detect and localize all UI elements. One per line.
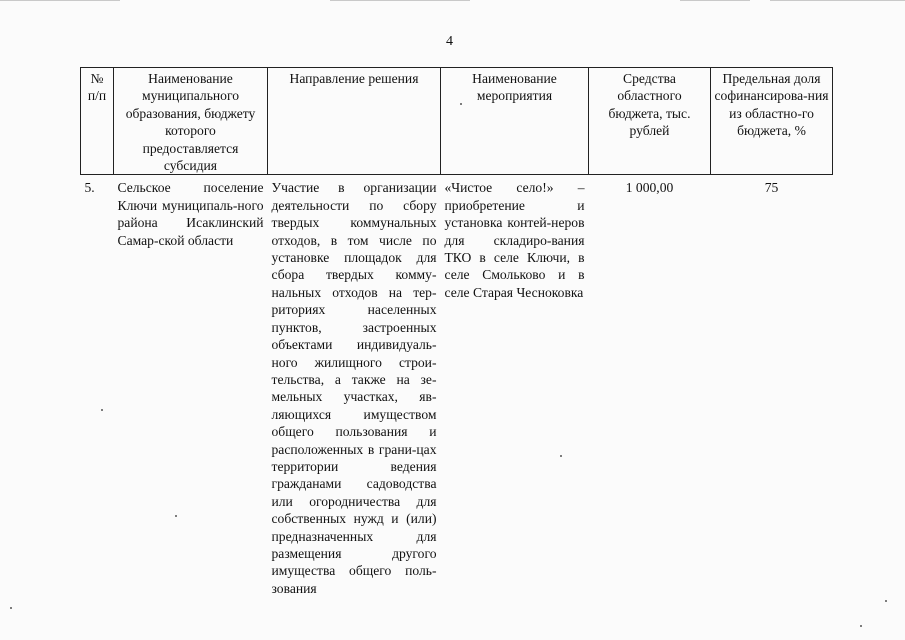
header-funds: Средства областного бюджета, тыс. рублей xyxy=(589,68,711,175)
header-number: № п/п xyxy=(81,68,114,175)
scan-speck xyxy=(860,625,862,627)
row-municipality: Сельское поселение Ключи муниципаль-ного района Исаклинский Самар-ской области xyxy=(117,180,264,248)
scan-speck xyxy=(101,409,103,411)
row-number: 5. xyxy=(84,180,95,196)
header-municipality: Наименование муниципального образования, бюджету которого предоставляется субсидия xyxy=(114,68,268,175)
table-row xyxy=(81,175,833,597)
scan-speck xyxy=(460,103,462,105)
page-number: 4 xyxy=(446,34,453,49)
scan-edge-left xyxy=(0,0,120,1)
scan-edge-center xyxy=(330,0,470,1)
scan-speck xyxy=(560,455,562,457)
scan-speck xyxy=(10,607,12,609)
row-funds: 1 000,00 xyxy=(625,180,674,196)
header-direction: Направление решения xyxy=(268,68,441,175)
scan-edge-far-right xyxy=(770,0,905,1)
header-event: Наименование мероприятия xyxy=(441,68,589,175)
scan-speck xyxy=(885,600,887,602)
scan-edge-right xyxy=(680,0,750,1)
row-share: 75 xyxy=(764,180,779,196)
subsidy-table xyxy=(80,67,833,597)
scan-speck xyxy=(175,515,177,517)
header-share: Предельная доля софинансирова-ния из областно-го бюджета, % xyxy=(711,68,833,175)
row-event: «Чистое село!» – приобретение и установка контей-неров для складиро-вания ТКО в селе Ключи, в селе Смольково и в селе Старая Чесноковка xyxy=(444,180,585,300)
row-direction: Участие в организации деятельности по сбору твердых коммунальных отходов, в том числе по установке площадок для сбора твердых комму-нальных отходов на тер-риториях населенных пунктов, застроенных объектами индивидуаль-ного жилищного строи-тельства, а также на зе-мельных участках, яв-ляющихся имуществом общего пользования и расположенных в грани-цах территории ведения гражданами садоводства или огородничества для собственных нужд и (или) предназначенных для размещения другого имущества общего поль-зования xyxy=(271,180,437,596)
table-header-row xyxy=(81,68,833,175)
